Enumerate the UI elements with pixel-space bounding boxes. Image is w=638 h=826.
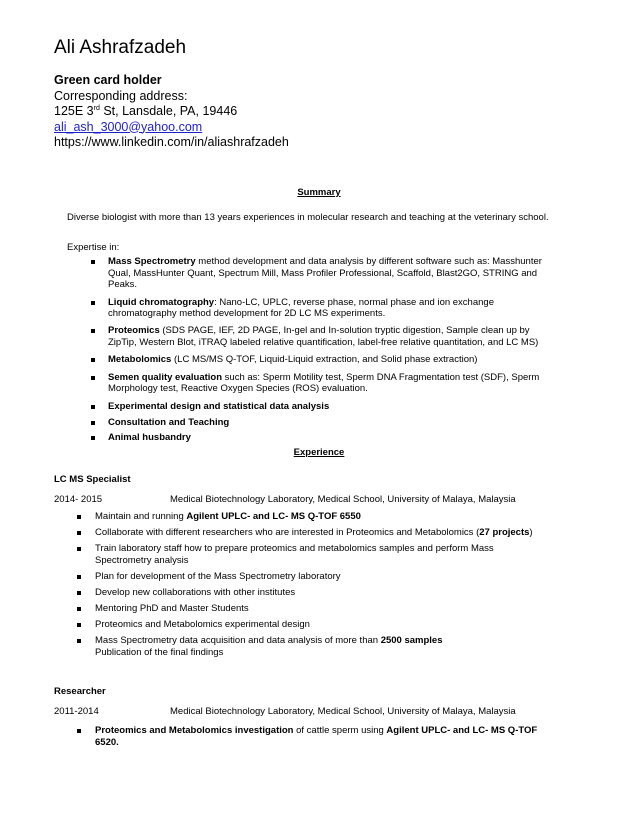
email-link[interactable]: ali_ash_3000@yahoo.com (54, 119, 203, 134)
bullet-icon (91, 376, 95, 380)
candidate-name: Ali Ashrafzadeh (54, 37, 187, 58)
duty-item: Proteomics and Metabolomics experimental design (95, 619, 595, 631)
bullet-icon (77, 575, 81, 579)
job-title: LC MS Specialist (54, 474, 131, 485)
duty-item: Mentoring PhD and Master Students (95, 603, 595, 615)
expertise-item: Animal husbandry (108, 432, 598, 444)
bullet-icon (91, 421, 95, 425)
bullet-icon (91, 301, 95, 305)
linkedin-url: https://www.linkedin.com/in/aliashrafzadeh (54, 135, 289, 149)
address-street: St, Lansdale, PA, 19446 (99, 104, 238, 118)
expertise-list (108, 256, 598, 444)
duty-item: Maintain and running Agilent UPLC- and LC- MS Q-TOF 6550 (95, 511, 595, 523)
duty-item: Train laboratory staff how to prepare proteomics and metabolomics samples and perform Mass Spectrometry analysis (95, 543, 595, 566)
contact-block (54, 73, 289, 151)
expertise-item: Consultation and Teaching (108, 417, 598, 429)
duty-item: Develop new collaborations with other institutes (95, 587, 595, 599)
summary-text: Diverse biologist with more than 13 years experiences in molecular research and teaching at the veterinary school. (67, 212, 549, 223)
duty-item: Proteomics and Metabolomics investigation of cattle sperm using Agilent UPLC- and LC- MS Q-TOF 6520. (95, 725, 595, 748)
bullet-icon (77, 591, 81, 595)
bullet-icon (91, 358, 95, 362)
address-street-number: 125E 3 (54, 104, 94, 118)
expertise-item: Liquid chromatography: Nano-LC, UPLC, reverse phase, normal phase and ion exchange chromatography method development for 2D LC MS experiments. (108, 297, 598, 320)
job-duties-list (95, 725, 595, 748)
address-ordinal: rd (93, 104, 100, 112)
duty-item: Collaborate with different researchers who are interested in Proteomics and Metabolomics (27 projects) (95, 527, 595, 539)
expertise-item: Proteomics (SDS PAGE, IEF, 2D PAGE, In-gel and In-solution tryptic digestion, Sample clean up by ZipTip, Western Blot, iTRAQ labeled relative quantification, label-free relative quantitation, and LC MS) (108, 325, 598, 348)
job-dates-row (54, 494, 516, 506)
job-duties-list (95, 511, 595, 658)
job-title: Researcher (54, 686, 106, 697)
address-line (54, 104, 289, 120)
bullet-icon (77, 623, 81, 627)
expertise-item: Mass Spectrometry method development and data analysis by different software such as: Masshunter Qual, MassHunter Quant, Spectrum Mill, Mass Profiler Professional, Scaffold, Blast2GO, STRING and Peaks. (108, 256, 598, 291)
bullet-icon (77, 547, 81, 551)
duty-item: Mass Spectrometry data acquisition and data analysis of more than 2500 samples Publication of the final findings (95, 635, 595, 658)
bullet-icon (91, 436, 95, 440)
expertise-item: Experimental design and statistical data analysis (108, 401, 598, 413)
experience-heading: Experience (293, 447, 345, 458)
bullet-icon (91, 405, 95, 409)
job-place: Medical Biotechnology Laboratory, Medical School, University of Malaya, Malaysia (170, 494, 516, 505)
expertise-item: Metabolomics (LC MS/MS Q-TOF, Liquid-Liquid extraction, and Solid phase extraction) (108, 354, 598, 366)
job-place: Medical Biotechnology Laboratory, Medical School, University of Malaya, Malaysia (170, 706, 516, 717)
bullet-icon (91, 329, 95, 333)
job-dates: 2014- 2015 (54, 494, 103, 505)
bullet-icon (77, 531, 81, 535)
job-dates-row (54, 706, 516, 718)
bullet-icon (77, 515, 81, 519)
status-line: Green card holder (54, 73, 162, 87)
summary-heading: Summary (297, 187, 341, 198)
bullet-icon (91, 260, 95, 264)
duty-item: Plan for development of the Mass Spectrometry laboratory (95, 571, 595, 583)
address-label: Corresponding address: (54, 88, 188, 103)
expertise-label: Expertise in: (67, 242, 120, 253)
bullet-icon (77, 607, 81, 611)
expertise-item: Semen quality evaluation such as: Sperm Motility test, Sperm DNA Fragmentation test (SDF), Sperm Morphology test, Reactive Oxygen Species (ROS) evaluation. (108, 372, 598, 395)
bullet-icon (77, 729, 81, 733)
job-dates: 2011-2014 (54, 706, 99, 717)
bullet-icon (77, 639, 81, 643)
